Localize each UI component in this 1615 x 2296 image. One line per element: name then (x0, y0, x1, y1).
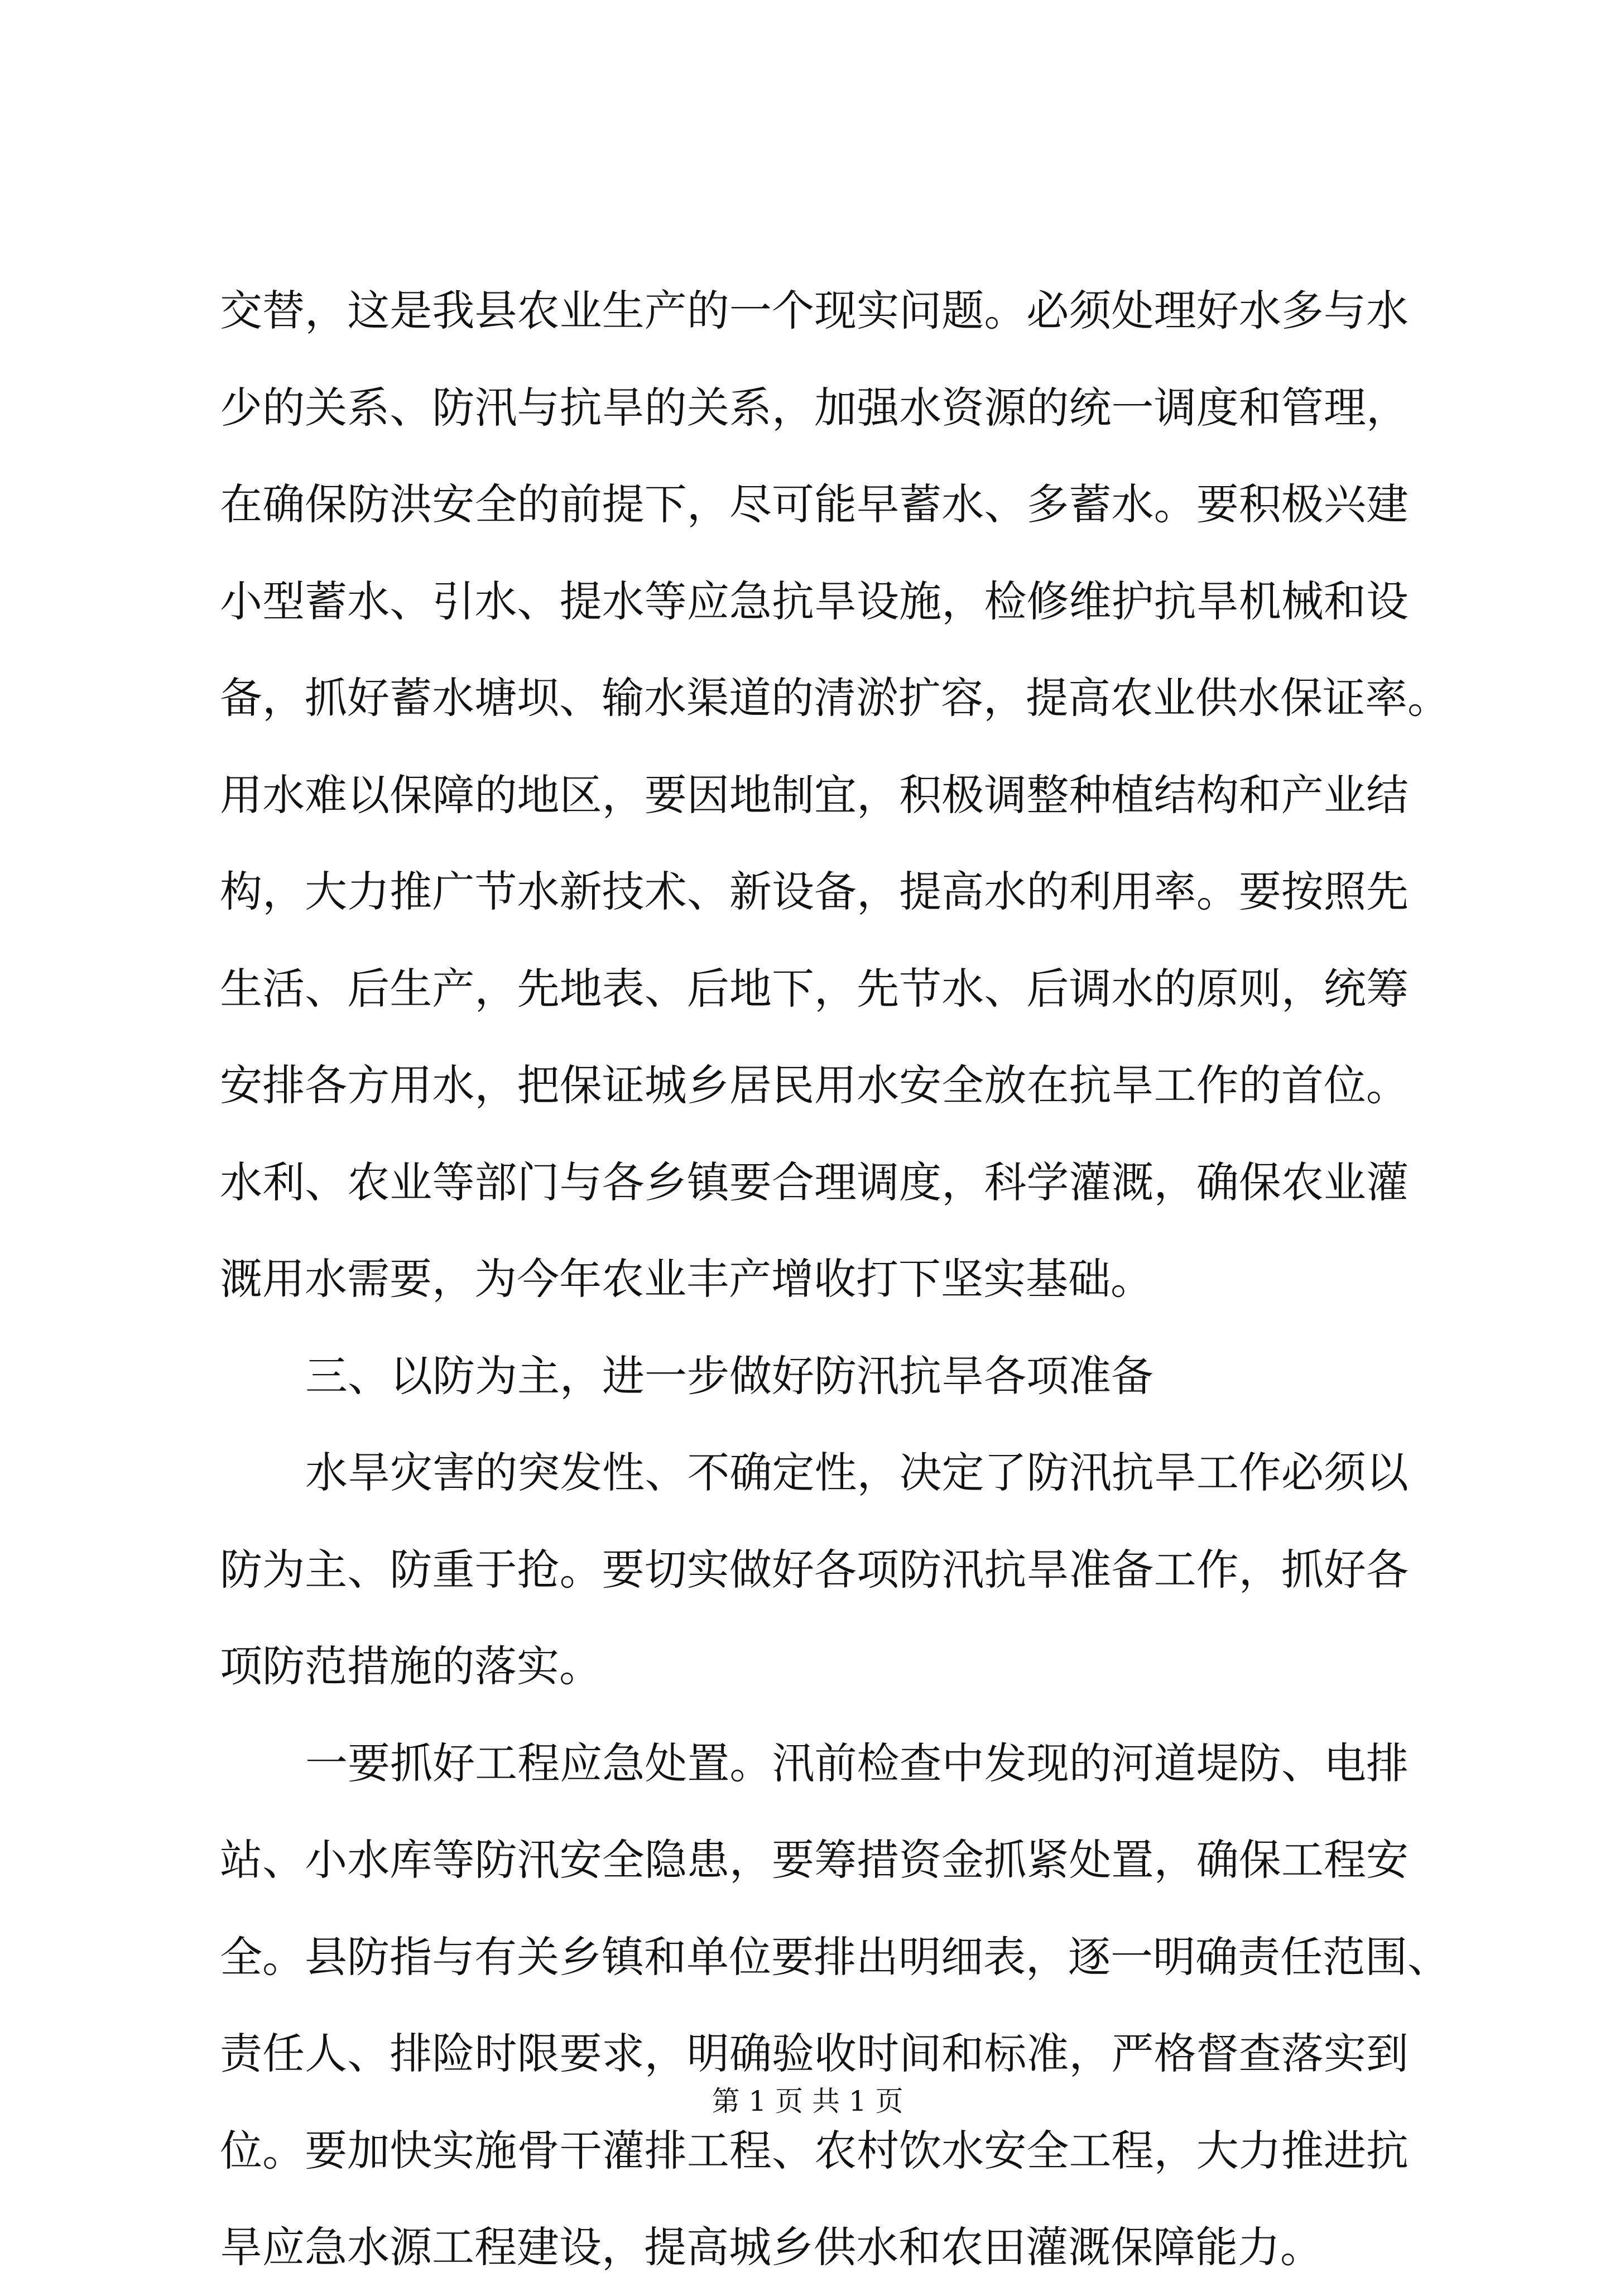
text-line: 备，抓好蓄水塘坝、输水渠道的清淤扩容，提高农业供水保证率。 (220, 673, 1450, 723)
text-line: 全。县防指与有关乡镇和单位要排出明细表，逐一明确责任范围、 (220, 1932, 1450, 1982)
text-line: 责任人、排险时限要求，明确验收时间和标准，严格督查落实到 (220, 2029, 1409, 2078)
text-line: 位。要加快实施骨干灌排工程、农村饮水安全工程，大力推进抗 (220, 2125, 1409, 2175)
text-line: 旱应急水源工程建设，提高城乡供水和农田灌溉保障能力。 (220, 2222, 1323, 2272)
text-line: 在确保防洪安全的前提下，尽可能早蓄水、多蓄水。要积极兴建 (220, 479, 1409, 529)
text-line: 一要抓好工程应急处置。汛前检查中发现的河道堤防、电排 (305, 1738, 1409, 1788)
text-line: 溉用水需要，为今年农业丰产增收打下坚实基础。 (220, 1254, 1153, 1304)
text-line: 水利、农业等部门与各乡镇要合理调度，科学灌溉，确保农业灌 (220, 1157, 1409, 1207)
page-footer: 第 1 页 共 1 页 (712, 2085, 903, 2117)
text-line: 项防范措施的落实。 (220, 1641, 602, 1691)
text-line: 少的关系、防汛与抗旱的关系，加强水资源的统一调度和管理， (220, 382, 1409, 433)
text-line: 构，大力推广节水新技术、新设备，提高水的利用率。要按照先 (220, 867, 1409, 916)
text-line: 水旱灾害的突发性、不确定性，决定了防汛抗旱工作必须以 (305, 1448, 1409, 1497)
text-line: 站、小水库等防汛安全隐患，要筹措资金抓紧处置，确保工程安 (220, 1835, 1409, 1885)
text-line: 三、以防为主，进一步做好防汛抗旱各项准备 (305, 1351, 1153, 1401)
text-line: 用水难以保障的地区，要因地制宜，积极调整种植结构和产业结 (220, 770, 1409, 820)
text-line: 防为主、防重于抢。要切实做好各项防汛抗旱准备工作，抓好各 (220, 1544, 1409, 1594)
text-line: 安排各方用水，把保证城乡居民用水安全放在抗旱工作的首位。 (220, 1060, 1409, 1110)
text-line: 小型蓄水、引水、提水等应急抗旱设施，检修维护抗旱机械和设 (220, 576, 1409, 626)
text-line: 生活、后生产，先地表、后地下，先节水、后调水的原则，统筹 (220, 963, 1409, 1013)
text-line: 交替，这是我县农业生产的一个现实问题。必须处理好水多与水 (220, 286, 1409, 335)
document-body (220, 262, 1450, 2296)
